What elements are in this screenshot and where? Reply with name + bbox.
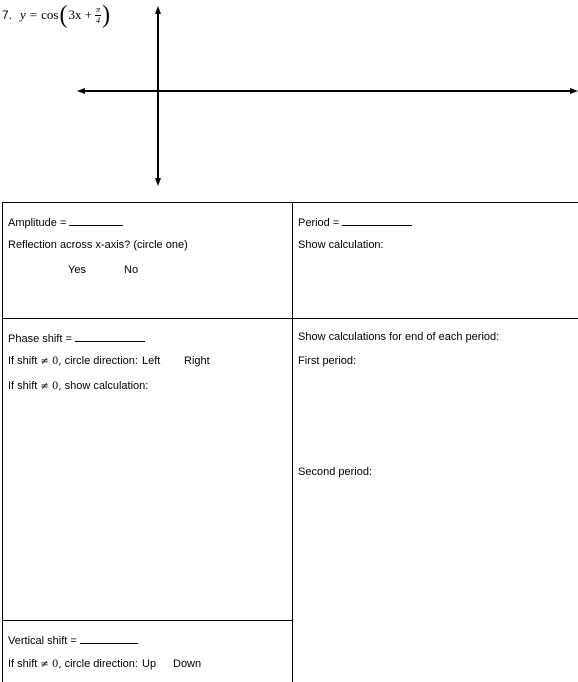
phase-calculation-line	[8, 380, 148, 393]
coordinate-axes	[0, 0, 578, 190]
vertical-neq-zero: ≠ 0,	[40, 659, 62, 670]
period-line	[298, 215, 412, 230]
right-paren: )	[102, 1, 111, 29]
grid-row-divider	[2, 318, 578, 319]
phase-right-option[interactable]: Right	[184, 355, 210, 367]
amplitude-line	[8, 215, 123, 230]
y-axis-arrow-up	[155, 6, 161, 14]
vertical-down-option[interactable]: Down	[173, 658, 202, 670]
period-label: Period =	[298, 217, 340, 229]
phase-shift-label: Phase shift =	[8, 333, 72, 345]
vertical-direction-line	[8, 658, 138, 671]
amplitude-answer-blank[interactable]	[69, 215, 123, 226]
vertical-shift-box-right	[292, 620, 293, 682]
phase-direction-line	[8, 355, 138, 368]
fraction-numerator: π	[96, 4, 101, 14]
vertical-circle-direction: circle direction:	[64, 658, 138, 670]
phase-if-shift: If shift	[8, 355, 38, 367]
phase-neq-zero: ≠ 0,	[40, 356, 62, 367]
equation-inner: 3x +	[68, 7, 93, 22]
vertical-shift-box-top	[2, 620, 293, 621]
x-axis-arrow-left	[77, 88, 85, 94]
vertical-shift-line	[8, 633, 138, 648]
y-axis-arrow-down	[155, 178, 161, 186]
vertical-up-option[interactable]: Up	[142, 658, 157, 670]
phase-calc-if-shift: If shift	[8, 380, 38, 392]
grid-middle-divider	[292, 202, 293, 621]
grid-top-border	[2, 202, 578, 203]
vertical-if-shift: If shift	[8, 658, 38, 670]
phase-calc-show: show calculation:	[64, 380, 149, 392]
reflection-question: Reflection across x-axis? (circle one)	[8, 239, 188, 251]
period-show-calculation: Show calculation:	[298, 239, 384, 251]
first-period-label: First period:	[298, 355, 357, 367]
phase-shift-answer-blank[interactable]	[75, 331, 145, 342]
equation-y: y	[20, 7, 26, 22]
vertical-shift-answer-blank[interactable]	[80, 633, 138, 644]
left-paren: (	[59, 1, 68, 29]
problem-number: 7.	[2, 8, 13, 22]
x-axis-arrow-right	[570, 88, 578, 94]
grid-left-border	[2, 202, 3, 682]
phase-circle-direction: circle direction:	[64, 355, 138, 367]
period-answer-blank[interactable]	[342, 215, 412, 226]
phase-calc-neq-zero: ≠ 0,	[40, 381, 62, 392]
second-period-label: Second period:	[298, 466, 372, 478]
equation-function: cos	[41, 7, 59, 22]
vertical-shift-label: Vertical shift =	[8, 635, 77, 647]
fraction-denominator: 4	[96, 15, 101, 25]
period-ends-heading: Show calculations for end of each period:	[298, 331, 500, 343]
equation-equals: =	[29, 7, 38, 22]
amplitude-label: Amplitude =	[8, 217, 67, 229]
phase-shift-line	[8, 331, 145, 346]
phase-left-option[interactable]: Left	[142, 355, 161, 367]
reflection-yes-option[interactable]: Yes	[68, 264, 86, 276]
reflection-no-option[interactable]: No	[124, 264, 139, 276]
